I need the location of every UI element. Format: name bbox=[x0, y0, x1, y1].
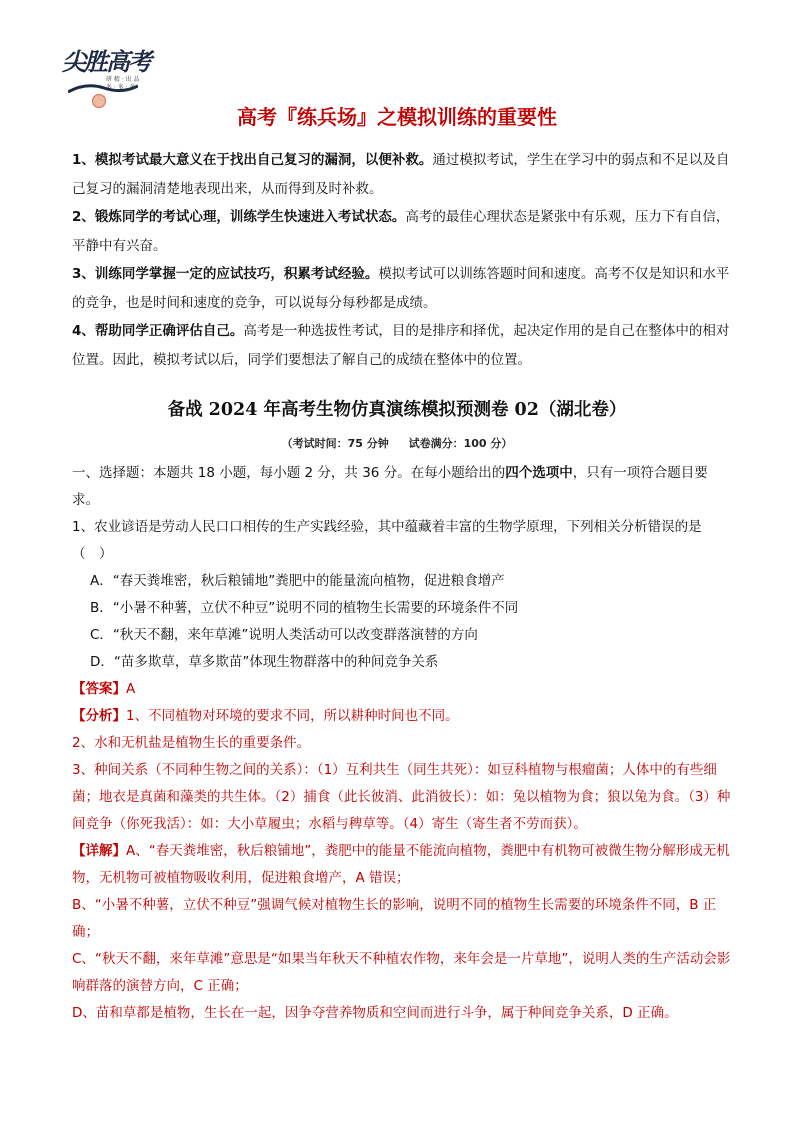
option-b: B．“小暑不种薯，立伏不种豆”说明不同的植物生长需要的环境条件不同 bbox=[90, 600, 519, 616]
logo-wordmark: 尖胜高考 bbox=[62, 47, 150, 76]
exam-score: 试卷满分：100 分） bbox=[408, 437, 513, 450]
wave-icon bbox=[68, 82, 138, 96]
intro-point-4: 4、帮助同学正确评估自己。高考是一种选拔性考试，目的是排序和择优，起决定作用的是自己在整体中的相对位置。因此，模拟考试以后，同学们要想法了解自己的成绩在整体中的位置。 bbox=[72, 323, 730, 368]
intro-section bbox=[72, 146, 732, 374]
option-c: C．“秋天不翻，来年草滩”说明人类活动可以改变群落演替的方向 bbox=[90, 627, 478, 643]
intro-point-1: 1、模拟考试最大意义在于找出自己复习的漏洞，以便补救。通过模拟考试，学生在学习中的弱点和不足以及自己复习的漏洞清楚地表现出来，从而得到及时补救。 bbox=[72, 152, 730, 197]
exam-meta bbox=[0, 435, 794, 451]
detail-line-a: 【详解】A、“春天粪堆密，秋后粮铺地”，粪肥中的能量不能流向植物，粪肥中有机物可被微生物分解形成无机物，无机物可被植物吸收利用，促进粮食增产，A 错误； bbox=[72, 843, 730, 886]
option-a: A．“春天粪堆密，秋后粮铺地”粪肥中的能量流向植物，促进粮食增产 bbox=[90, 573, 505, 589]
analysis-line-2: 2、水和无机盐是植物生长的重要条件。 bbox=[72, 735, 311, 751]
section-header: 一、选择题：本题共 18 小题，每小题 2 分，共 36 分。在每小题给出的四个选项中，只有一项符合题目要求。 bbox=[72, 465, 708, 508]
question-stem: 1、农业谚语是劳动人民口口相传的生产实践经验，其中蕴藏着丰富的生物学原理，下列相关分析错误的是（ ） bbox=[72, 519, 702, 562]
logo-subtext: 研 精 · 出 品 多 · 多 · 多 bbox=[106, 76, 140, 91]
intro-point-2: 2、锻炼同学的考试心理，训练学生快速进入考试状态。高考的最佳心理状态是紧张中有乐观，压力下有自信，平静中有兴奋。 bbox=[72, 209, 730, 254]
detail-line-d: D、苗和草都是植物，生长在一起，因争夺营养物质和空间而进行斗争，属于种间竞争关系，D 正确。 bbox=[72, 1005, 678, 1021]
option-d: D．“苗多欺草，草多欺苗”体现生物群落中的种间竞争关系 bbox=[90, 654, 439, 670]
exam-time: （考试时间：75 分钟 bbox=[281, 437, 389, 450]
header-title: 高考『练兵场』之模拟训练的重要性 bbox=[237, 105, 557, 129]
detail-line-b: B、“小暑不种薯，立伏不种豆”强调气候对植物生长的影响，说明不同的植物生长需要的环境条件不同，B 正确； bbox=[72, 897, 717, 940]
intro-point-3: 3、训练同学掌握一定的应试技巧，积累考试经验。模拟考试可以训练答题时间和速度。高考不仅是知识和水平的竞争，也是时间和速度的竞争，可以说每分每秒都是成绩。 bbox=[72, 266, 730, 311]
question-section bbox=[72, 460, 732, 1027]
exam-title: 备战 2024 年高考生物仿真演练模拟预测卷 02（湖北卷） bbox=[167, 400, 627, 420]
analysis-line-3: 3、种间关系（不同种生物之间的关系）：（1）互利共生（同生共死）：如豆科植物与根瘤菌；人体中的有些细菌；地衣是真菌和藻类的共生体。（2）捕食（此长彼消、此消彼长）：如：兔以植物为食；狼以兔为食。（3）种间竞争（你死我活）：如：大小草履虫；水稻与稗草等。（4）寄生（寄生者不劳而获）。 bbox=[72, 762, 731, 832]
analysis-line-1: 【分析】1、不同植物对环境的要求不同，所以耕种时间也不同。 bbox=[72, 708, 459, 724]
answer-line: 【答案】A bbox=[72, 681, 136, 697]
detail-line-c: C、“秋天不翻，来年草滩”意思是“如果当年秋天不种植农作物，来年会是一片草地”，说明人类的生产活动会影响群落的演替方向，C 正确； bbox=[72, 951, 731, 994]
